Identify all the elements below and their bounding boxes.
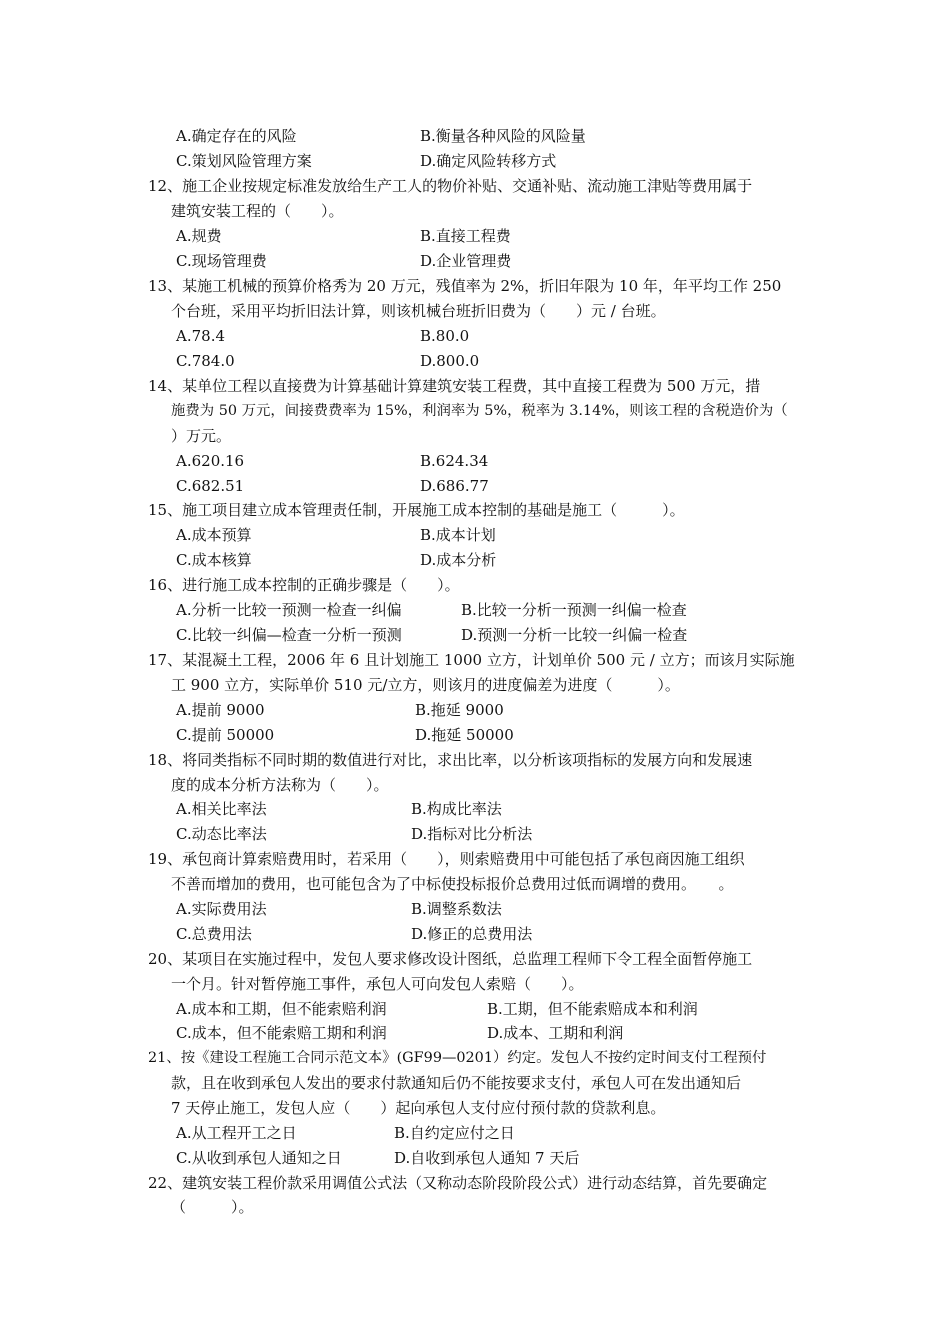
q13-option-b: B.80.0 (420, 327, 470, 345)
q19-option-c: C.总费用法 (176, 925, 252, 943)
q11-option-b: B.衡量各种风险的风险量 (420, 127, 586, 145)
q13-stem-line1: 13、某施工机械的预算价格秀为 20 万元，残值率为 2%，折旧年限为 10 年，年平均工作 250 (148, 277, 782, 295)
q11-option-c: C.策划风险管理方案 (176, 152, 312, 170)
q21-option-d: D.自收到承包人通知 7 天后 (394, 1149, 580, 1167)
q22-stem-line1: 22、建筑安装工程价款采用调值公式法（又称动态阶段阶段公式）进行动态结算，首先要确定 (148, 1174, 768, 1192)
q21-option-b: B.自约定应付之日 (394, 1124, 515, 1142)
q13-stem-line2: 个台班，采用平均折旧法计算，则该机械台班折旧费为（ ）元 / 台班。 (171, 302, 666, 320)
q19-option-d: D.修正的总费用法 (411, 925, 533, 943)
q12-option-c: C.现场管理费 (176, 252, 267, 270)
q13-option-c: C.784.0 (176, 352, 235, 370)
q16-option-c: C.比较一纠偏—检查一分析一预测 (176, 626, 402, 644)
q17-option-b: B.拖延 9000 (415, 701, 504, 719)
q16-stem-line1: 16、进行施工成本控制的正确步骤是（ ）。 (148, 576, 460, 594)
q14-stem-line1: 14、某单位工程以直接费为计算基础计算建筑安装工程费，其中直接工程费为 500 万元，措 (148, 377, 761, 395)
q13-option-d: D.800.0 (420, 352, 480, 370)
q15-option-a: A.成本预算 (176, 526, 252, 544)
q15-option-c: C.成本核算 (176, 551, 252, 569)
q18-option-d: D.指标对比分析法 (411, 825, 533, 843)
q16-option-b: B.比较一分析一预测一纠偏一检查 (461, 601, 687, 619)
q21-option-a: A.从工程开工之日 (176, 1124, 297, 1142)
q21-option-c: C.从收到承包人通知之日 (176, 1149, 342, 1167)
q21-stem-line2: 款，且在收到承包人发出的要求付款通知后仍不能按要求支付，承包人可在发出通知后 (171, 1074, 742, 1092)
q18-option-c: C.动态比率法 (176, 825, 267, 843)
q11-option-a: A.确定存在的风险 (176, 127, 297, 145)
q14-option-c: C.682.51 (176, 477, 245, 495)
q16-option-a: A.分析一比较一预测一检查一纠偏 (176, 601, 402, 619)
q17-stem-line2: 工 900 立方，实际单价 510 元/立方，则该月的进度偏差为进度（ ）。 (171, 676, 680, 694)
q20-stem-line2: 一个月。针对暂停施工事件，承包人可向发包人索赔（ ）。 (171, 975, 584, 993)
q19-stem-line1: 19、承包商计算索赔费用时，若采用（ ），则索赔费用中可能包括了承包商因施工组织 (148, 850, 745, 868)
q22-stem-line2: （ ）。 (171, 1198, 254, 1216)
q13-option-a: A.78.4 (176, 327, 225, 345)
q18-stem-line2: 度的成本分析方法称为（ ）。 (171, 776, 389, 794)
q20-option-c: C.成本，但不能索赔工期和利润 (176, 1024, 387, 1042)
q17-option-d: D.拖延 50000 (415, 726, 514, 744)
q14-option-a: A.620.16 (176, 452, 245, 470)
q20-option-b: B.工期，但不能索赔成本和利润 (487, 1000, 698, 1018)
q12-option-b: B.直接工程费 (420, 227, 511, 245)
q17-stem-line1: 17、某混凝土工程，2006 年 6 且计划施工 1000 立方，计划单价 500 元 / 立方；而该月实际施 (148, 651, 795, 669)
q19-stem-line2: 不善而增加的费用，也可能包含为了中标使投标报价总费用过低而调增的费用。 。 (171, 875, 734, 893)
q19-option-a: A.实际费用法 (176, 900, 267, 918)
q18-option-b: B.构成比率法 (411, 800, 502, 818)
q12-stem-line1: 12、施工企业按规定标准发放给生产工人的物价补贴、交通补贴、流动施工津贴等费用属于 (148, 177, 753, 195)
q15-option-d: D.成本分析 (420, 551, 497, 569)
q12-option-a: A.规费 (176, 227, 222, 245)
q11-option-d: D.确定风险转移方式 (420, 152, 557, 170)
q20-stem-line1: 20、某项目在实施过程中，发包人要求修改设计图纸，总监理工程师下令工程全面暂停施工 (148, 950, 753, 968)
q17-option-a: A.提前 9000 (176, 701, 265, 719)
q14-option-b: B.624.34 (420, 452, 489, 470)
q20-option-d: D.成本、工期和利润 (487, 1024, 624, 1042)
q14-option-d: D.686.77 (420, 477, 489, 495)
q12-option-d: D.企业管理费 (420, 252, 512, 270)
q19-option-b: B.调整系数法 (411, 900, 502, 918)
q17-option-c: C.提前 50000 (176, 726, 275, 744)
q18-stem-line1: 18、将同类指标不同时期的数值进行对比，求出比率，以分析该项指标的发展方向和发展速 (148, 751, 753, 769)
q12-stem-line2: 建筑安装工程的（ ）。 (171, 202, 344, 220)
q20-option-a: A.成本和工期，但不能索赔利润 (176, 1000, 387, 1018)
q21-stem-line3: 7 天停止施工，发包人应（ ）起向承包人支付应付预付款的贷款利息。 (171, 1099, 666, 1117)
q14-stem-line2: 施费为 50 万元，间接费费率为 15%，利润率为 5%，税率为 3.14%，则该工程的含税造价为（ (171, 403, 788, 419)
q15-option-b: B.成本计划 (420, 526, 496, 544)
q18-option-a: A.相关比率法 (176, 800, 267, 818)
q15-stem-line1: 15、施工项目建立成本管理责任制，开展施工成本控制的基础是施工（ ）。 (148, 501, 685, 519)
q16-option-d: D.预测一分析一比较一纠偏一检查 (461, 626, 688, 644)
q14-stem-line3: ）万元。 (171, 427, 232, 445)
q21-stem-line1: 21、按《建设工程施工合同示范文本》(GF99—0201）约定。发包人不按约定时间支付工程预付 (148, 1050, 767, 1066)
